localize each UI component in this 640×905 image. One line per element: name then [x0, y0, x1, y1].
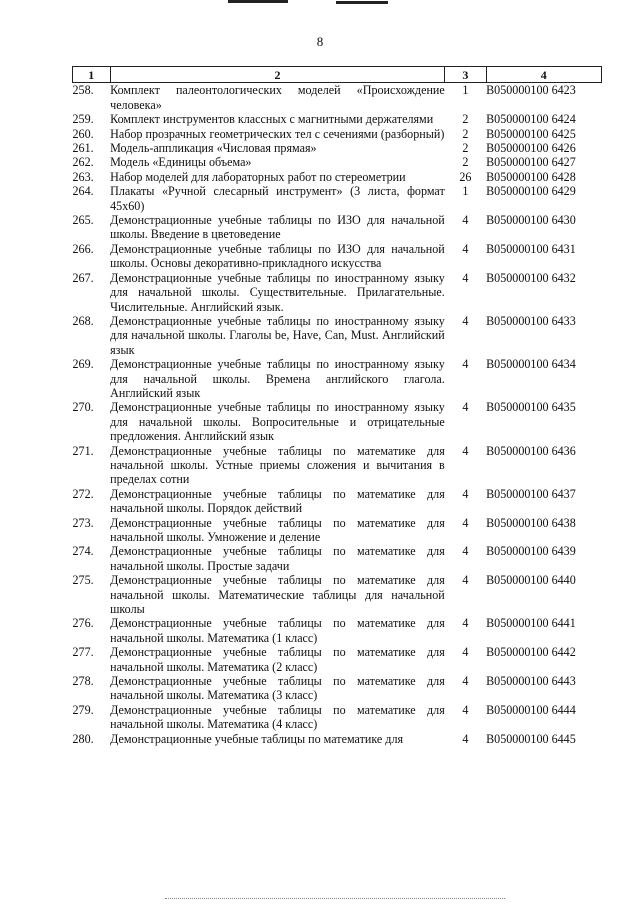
row-number: 270. [72, 400, 94, 415]
row-number: 262. [72, 155, 94, 170]
item-name: Демонстрационные учебные таблицы по ИЗО для начальной школы. Основы декоративно-прикладного искусства [110, 241, 445, 271]
item-quantity: 2 [462, 112, 469, 127]
item-name: Демонстрационные учебные таблицы по иностранному языку для начальной школы. Глаголы be, Have, Can, Must. Английский язык [110, 313, 445, 357]
item-quantity: 4 [462, 443, 469, 458]
item-quantity: 2 [462, 126, 469, 141]
item-name: Демонстрационные учебные таблицы по математике для начальной школы. Умножение и деление [110, 515, 445, 544]
item-quantity: 4 [462, 616, 469, 631]
row-number: 260. [72, 126, 94, 141]
header-col-4: 4 [486, 67, 601, 83]
item-code: B050000100 6432 [486, 270, 576, 285]
row-number: 276. [72, 616, 94, 631]
item-code: B050000100 6439 [486, 544, 576, 559]
table-row [73, 544, 602, 573]
item-name: Демонстрационные учебные таблицы по математике для начальной школы. Математические таблицы для начальной школы [110, 573, 445, 617]
table-row [73, 141, 602, 155]
row-number: 264. [72, 184, 94, 199]
item-quantity: 26 [459, 169, 472, 184]
table-row [73, 616, 602, 645]
item-code: B050000100 6444 [486, 702, 576, 717]
equipment-table [72, 66, 602, 746]
item-name: Комплект инструментов классных с магнитными держателями [110, 112, 434, 127]
table-row [73, 83, 602, 112]
table-row [73, 400, 602, 443]
footer-rule [165, 898, 505, 899]
item-name: Демонстрационные учебные таблицы по математике для [110, 731, 404, 746]
row-number: 263. [72, 169, 94, 184]
item-name: Демонстрационные учебные таблицы по математике для начальной школы. Математика (4 класс) [110, 702, 445, 732]
item-name: Демонстрационные учебные таблицы по математике для начальной школы. Математика (2 класс) [110, 645, 445, 674]
item-quantity: 1 [462, 184, 469, 199]
scan-artifact-left [228, 0, 288, 3]
item-code: B050000100 6440 [486, 573, 576, 588]
item-code: B050000100 6435 [486, 400, 576, 415]
table-row [73, 674, 602, 703]
item-code: B050000100 6429 [486, 184, 576, 199]
table-row [73, 516, 602, 545]
item-quantity: 1 [462, 83, 469, 98]
header-col-2: 2 [110, 67, 445, 83]
item-name: Демонстрационные учебные таблицы по ИЗО для начальной школы. Введение в цветоведение [110, 213, 445, 242]
item-code: B050000100 6431 [486, 241, 576, 256]
item-code: B050000100 6423 [486, 83, 576, 98]
item-quantity: 4 [462, 544, 469, 559]
item-code: B050000100 6437 [486, 486, 576, 501]
item-quantity: 4 [462, 357, 469, 372]
table-row [73, 112, 602, 126]
table-header [73, 67, 602, 83]
table-row [73, 645, 602, 674]
item-name: Набор моделей для лабораторных работ по стереометрии [110, 169, 406, 184]
item-quantity: 2 [462, 155, 469, 170]
row-number: 266. [72, 241, 94, 256]
item-code: B050000100 6425 [486, 126, 576, 141]
item-quantity: 4 [462, 515, 469, 530]
table-row [73, 703, 602, 732]
row-number: 261. [72, 141, 94, 156]
table-row [73, 184, 602, 213]
item-code: B050000100 6445 [486, 731, 576, 746]
table-row [73, 357, 602, 400]
item-name: Демонстрационные учебные таблицы по математике для начальной школы. Математика (1 класс) [110, 616, 445, 645]
item-quantity: 4 [462, 241, 469, 256]
item-quantity: 4 [462, 270, 469, 285]
row-number: 259. [72, 112, 94, 127]
item-quantity: 4 [462, 313, 469, 328]
item-code: B050000100 6430 [486, 213, 576, 228]
item-code: B050000100 6436 [486, 443, 576, 458]
item-code: B050000100 6443 [486, 674, 576, 689]
row-number: 275. [72, 573, 94, 588]
table-row [73, 213, 602, 242]
item-quantity: 4 [462, 213, 469, 228]
item-code: B050000100 6434 [486, 357, 576, 372]
item-quantity: 4 [462, 400, 469, 415]
item-code: B050000100 6424 [486, 112, 576, 127]
table-row [73, 155, 602, 169]
row-number: 279. [72, 702, 94, 717]
row-number: 265. [72, 213, 94, 228]
item-name: Комплект палеонтологических моделей «Происхождение человека» [110, 83, 445, 112]
item-quantity: 4 [462, 645, 469, 660]
item-name: Демонстрационные учебные таблицы по математике для начальной школы. Устные приемы сложения и вычитания в пределах сотни [110, 443, 445, 487]
row-number: 268. [72, 313, 94, 328]
row-number: 280. [72, 731, 94, 746]
item-quantity: 4 [462, 486, 469, 501]
table-row [73, 314, 602, 357]
item-name: Демонстрационные учебные таблицы по иностранному языку для начальной школы. Существительные. Прилагательные. Числительные. Английский язык. [110, 270, 445, 314]
row-number: 271. [72, 443, 94, 458]
item-code: B050000100 6433 [486, 313, 576, 328]
item-name: Демонстрационные учебные таблицы по математике для начальной школы. Математика (3 класс) [110, 674, 445, 703]
scan-artifact-right [336, 1, 388, 4]
item-name: Демонстрационные учебные таблицы по иностранному языку для начальной школы. Времена английского глагола. Английский язык [110, 357, 445, 400]
item-code: B050000100 6426 [486, 141, 576, 156]
table-row [73, 271, 602, 314]
item-name: Демонстрационные учебные таблицы по математике для начальной школы. Порядок действий [110, 486, 445, 516]
item-name: Демонстрационные учебные таблицы по иностранному языку для начальной школы. Вопросительные и отрицательные предложения. Английский язык [110, 400, 445, 444]
item-code: B050000100 6427 [486, 155, 576, 170]
row-number: 272. [72, 486, 94, 501]
item-name: Модель «Единицы объема» [110, 155, 252, 170]
item-code: B050000100 6441 [486, 616, 576, 631]
item-name: Демонстрационные учебные таблицы по математике для начальной школы. Простые задачи [110, 544, 445, 573]
item-quantity: 4 [462, 702, 469, 717]
item-name: Набор прозрачных геометрических тел с сечениями (разборный) [110, 126, 445, 141]
header-col-1: 1 [73, 67, 111, 83]
row-number: 258. [72, 83, 94, 98]
item-name: Модель-аппликация «Числовая прямая» [110, 141, 317, 156]
table-row [73, 732, 602, 746]
item-quantity: 4 [462, 674, 469, 689]
table-row [73, 127, 602, 141]
row-number: 278. [72, 674, 94, 689]
row-number: 269. [72, 357, 94, 372]
item-code: B050000100 6428 [486, 169, 576, 184]
row-number: 267. [72, 270, 94, 285]
item-quantity: 4 [462, 573, 469, 588]
page-number: 8 [316, 34, 324, 49]
row-number: 274. [72, 544, 94, 559]
header-col-3: 3 [445, 67, 486, 83]
item-code: B050000100 6438 [486, 515, 576, 530]
row-number: 273. [72, 515, 94, 530]
table-row [73, 444, 602, 487]
item-quantity: 4 [462, 731, 469, 746]
table-row [73, 573, 602, 616]
item-quantity: 2 [462, 141, 469, 156]
item-code: B050000100 6442 [486, 645, 576, 660]
row-number: 277. [72, 645, 94, 660]
table-body [73, 83, 602, 746]
table-row [73, 170, 602, 184]
item-name: Плакаты «Ручной слесарный инструмент» (3 листа, формат 45х60) [110, 184, 445, 213]
table-row [73, 242, 602, 271]
table-row [73, 487, 602, 516]
